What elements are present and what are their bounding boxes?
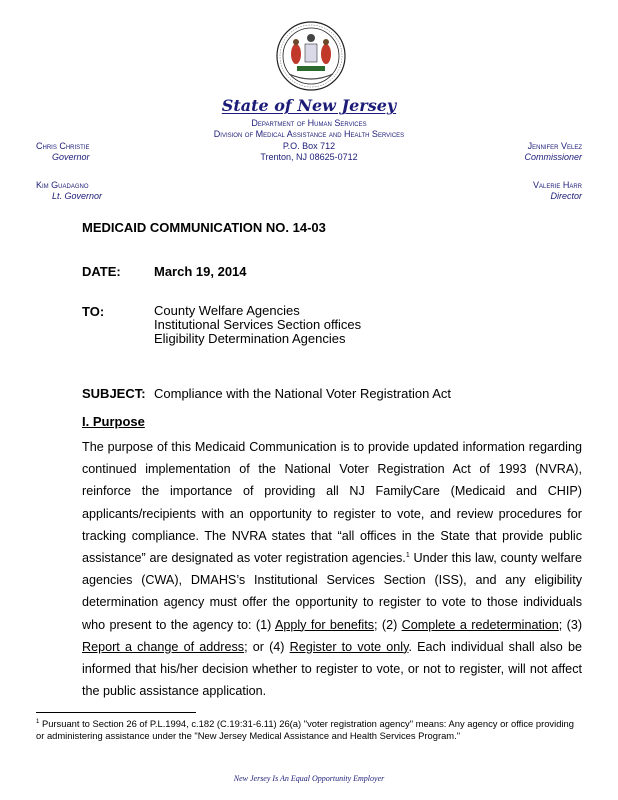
recipient-item: Institutional Services Section offices <box>154 317 362 332</box>
state-title: State of New Jersey <box>221 96 397 115</box>
subject-value: Compliance with the National Voter Registration Act <box>154 386 451 401</box>
official-title: Governor <box>52 152 90 162</box>
option-register-only: Register to vote only <box>289 639 409 654</box>
footnote <box>36 718 582 741</box>
official-name: Jennifer Velez <box>527 141 582 151</box>
official-name: Chris Christie <box>36 141 90 151</box>
section-heading: I. Purpose <box>82 414 145 429</box>
to-label: TO: <box>82 304 105 319</box>
footer-eoe: New Jersey Is An Equal Opportunity Employer <box>233 774 385 783</box>
division-name: Division of Medical Assistance and Health Services <box>213 129 405 139</box>
city-address: Trenton, NJ 08625-0712 <box>260 152 358 162</box>
recipient-list <box>154 304 361 346</box>
date-label: DATE: <box>82 264 121 279</box>
official-title: Commissioner <box>524 152 582 162</box>
official-director <box>533 180 582 202</box>
footnote-mark: 1 <box>36 718 40 725</box>
official-commissioner <box>524 141 582 163</box>
recipient-item: Eligibility Determination Agencies <box>154 331 346 346</box>
date-value: March 19, 2014 <box>154 264 247 279</box>
official-name: Kim Guadagno <box>36 180 89 190</box>
official-name: Valerie Harr <box>532 180 582 190</box>
department-name: Department of Human Services <box>251 118 367 128</box>
footnote-text: Pursuant to Section 26 of P.L.1994, c.182 (C.19:31-6.11) 26(a) "voter registration agency" means: Any agency or office providing or administering assistance under the "New Jersey Medical Assistance and Health Services Program." <box>36 718 574 741</box>
recipient-item: County Welfare Agencies <box>154 303 300 318</box>
purpose-paragraph: The purpose of this Medicaid Communication is to provide updated information regarding continued implementation of the National Voter Registration Act of 1993 (NVRA), reinforce the importance of providing all NJ FamilyCare (Medicaid and CHIP) applicants/recipients with an opportunity to register to vote, and review procedures for tracking compliance. The NVRA states that “all offices in the State that provide public assistance” are designated as voter registration agencies.$^1$ Under this law, county welfare agencies (CWA), DMAHS’s Institutional Services Section (ISS), and any eligibility determination agency must offer the opportunity to register to vote to those individuals who present to the agency to: (1) Apply for benefits; (2) Complete a redetermination; (3) Report a change of address; or (4) Register to vote only. Each individual shall also be informed that his/her decision whether to register to vote, or not to register, will not affect the public assistance application. <box>82 440 583 699</box>
option-apply: Apply for benefits <box>274 617 375 632</box>
official-governor <box>36 141 90 163</box>
official-title: Lt. Governor <box>52 191 103 201</box>
option-redetermination: Complete a redetermination <box>401 617 559 632</box>
option-address-change: Report a change of address <box>82 639 245 654</box>
subject-label: SUBJECT: <box>82 386 146 401</box>
state-seal-logo <box>275 18 347 98</box>
official-title: Director <box>550 191 582 201</box>
po-box: P.O. Box 712 <box>282 141 336 151</box>
footnote-divider <box>36 712 196 713</box>
official-lt-governor <box>36 180 102 202</box>
footnote-reference: 1 <box>405 551 410 559</box>
communication-number: MEDICAID COMMUNICATION NO. 14-03 <box>82 220 326 235</box>
